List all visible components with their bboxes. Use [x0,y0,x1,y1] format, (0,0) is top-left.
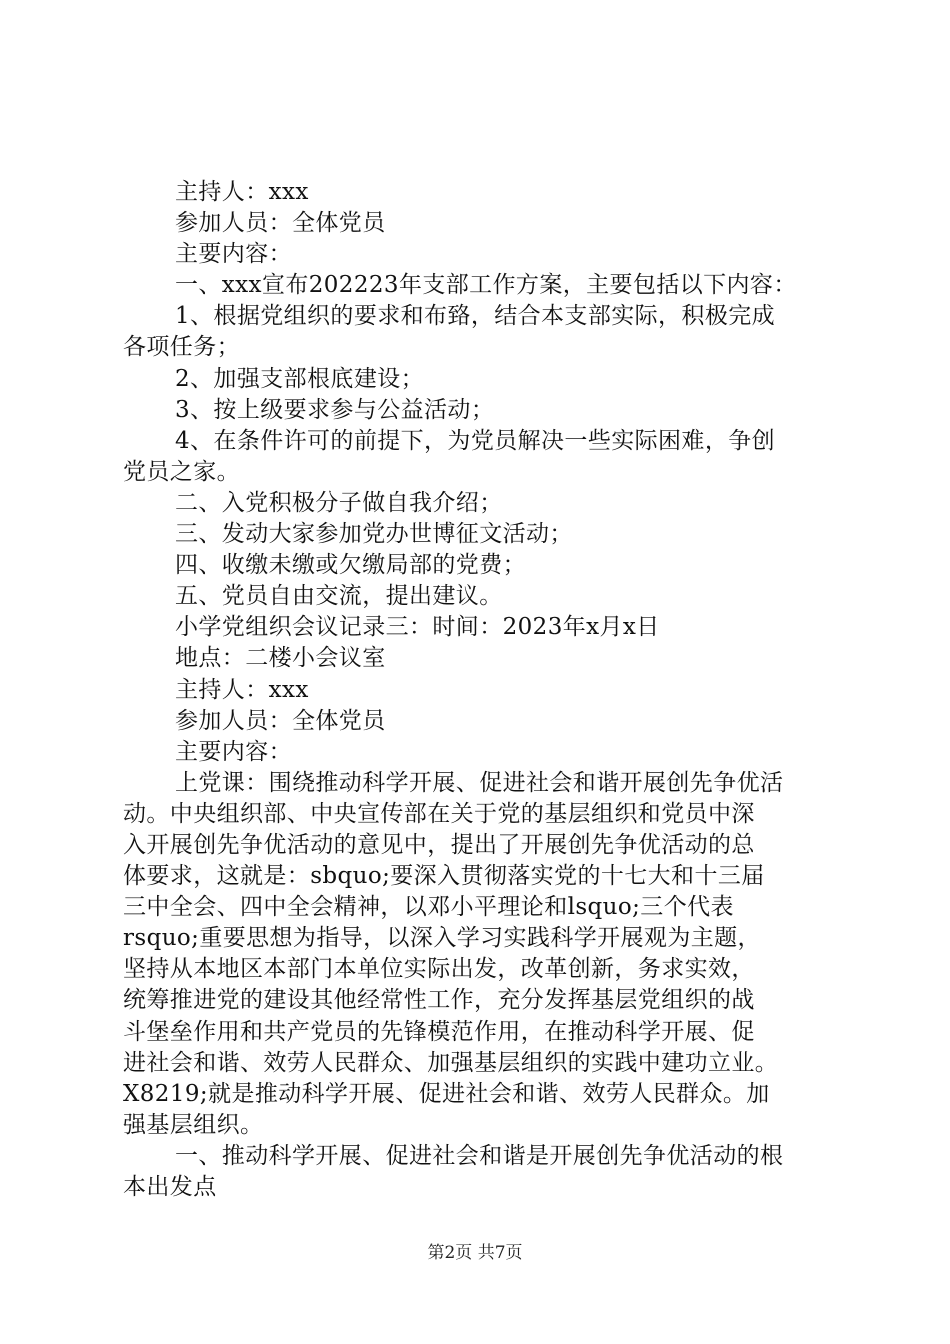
text-line: 参加人员：全体党员 [175,707,386,734]
text-line: 主持人：xxx [175,179,309,205]
text-line: 各项任务； [123,334,240,361]
text-line: 进社会和谐、效劳人民群众、加强基层组织的实践中建功立业。 [123,1049,779,1076]
text-line: 一、xxx宣布202223年支部工作方案，主要包括以下内容： [175,272,797,299]
text-line: 3、按上级要求参与公益活动； [175,396,495,423]
text-line: 坚持从本地区本部门本单位实际出发，改革创新，务求实效， [123,956,755,983]
text-line: 4、在条件许可的前提下，为党员解决一些实际困难，争创 [175,427,776,454]
text-line: 地点：二楼小会议室 [175,645,386,672]
text-line: 参加人员：全体党员 [175,210,386,237]
text-line: 一、推动科学开展、促进社会和谐是开展创先争优活动的根 [175,1142,784,1169]
text-line: 三、发动大家参加党办世博征文活动； [175,521,573,548]
text-line: 党员之家。 [123,458,240,485]
text-line: 统筹推进党的建设其他经常性工作，充分发挥基层党组织的战 [123,987,755,1014]
text-line: X8219;就是推动科学开展、促进社会和谐、效劳人民群众。加 [123,1080,770,1107]
text-line: 入开展创先争优活动的意见中，提出了开展创先争优活动的总 [123,831,755,858]
text-line: 上党课：围绕推动科学开展、促进社会和谐开展创先争优活 [175,769,784,796]
text-line: 主要内容： [175,241,292,268]
text-line: 二、入党积极分子做自我介绍； [175,489,503,516]
text-line: 四、收缴未缴或欠缴局部的党费； [175,552,526,579]
text-line: 1、根据党组织的要求和布臵，结合本支部实际，积极完成 [175,303,776,330]
text-line: 体要求，这就是：sbquo;要深入贯彻落实党的十七大和十三届 [123,863,765,890]
text-line: 斗堡垒作用和共产党员的先锋模范作用，在推动科学开展、促 [123,1018,755,1045]
text-line: 主要内容： [175,738,292,765]
document-body [123,177,839,1203]
text-line: 2、加强支部根底建设； [175,365,425,392]
text-line: 动。中央组织部、中央宣传部在关于党的基层组织和党员中深 [123,800,755,827]
text-line: 三中全会、四中全会精神，以邓小平理论和lsquo;三个代表 [123,894,734,921]
text-line: 强基层组织。 [123,1111,264,1138]
page-footer: 第2页 共7页 [427,1243,523,1263]
text-line: 小学党组织会议记录三：时间：2023年x月x日 [175,614,660,641]
text-line: 本出发点 [123,1174,217,1200]
text-line: 主持人：xxx [175,676,309,703]
text-line: 五、党员自由交流，提出建议。 [175,583,503,610]
text-line: rsquo;重要思想为指导，以深入学习实践科学开展观为主题， [123,925,761,952]
